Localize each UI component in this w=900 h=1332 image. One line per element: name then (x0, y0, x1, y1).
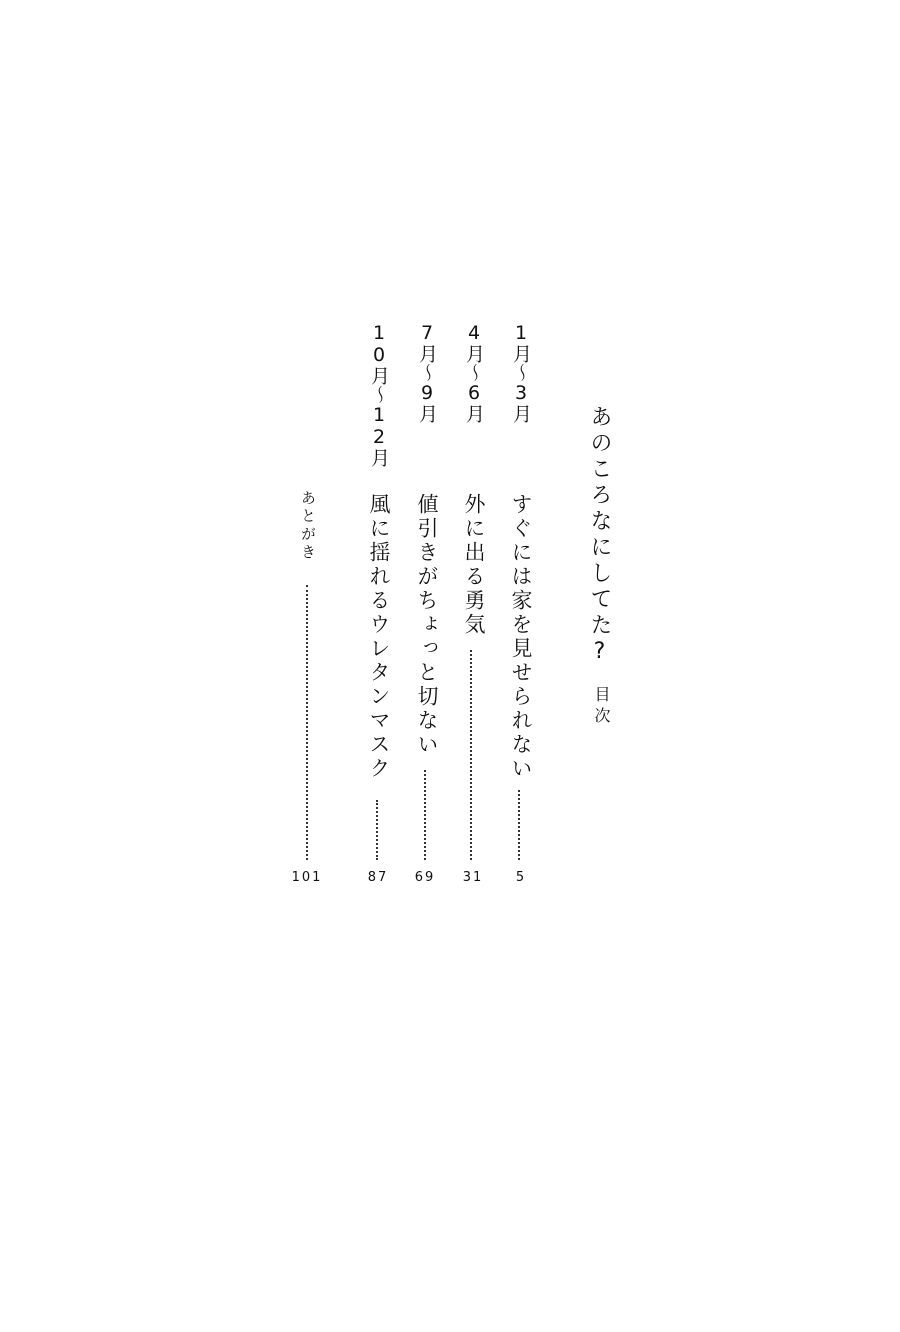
toc-page-3[interactable]: 69 (414, 870, 436, 885)
toc-heading: 目次 (592, 686, 611, 728)
toc-leader-3 (424, 770, 426, 860)
toc-leader-1 (518, 790, 520, 860)
toc-title-3[interactable]: 値引きがちょっと切ない (415, 493, 439, 757)
toc-title-2[interactable]: 外に出る勇気 (462, 493, 486, 637)
toc-leader-afterword (306, 585, 308, 860)
toc-leader-4 (376, 800, 378, 860)
toc-title-afterword[interactable]: あとがき (299, 490, 317, 562)
toc-page-afterword[interactable]: 101 (291, 870, 323, 885)
toc-period-1: 1月〜3月 (510, 322, 532, 423)
toc-title-1[interactable]: すぐには家を見せられない (509, 493, 533, 781)
toc-page-4[interactable]: 87 (367, 870, 389, 885)
toc-period-2: 4月〜6月 (463, 322, 485, 423)
toc-title-4[interactable]: 風に揺れるウレタンマスク (367, 493, 391, 781)
toc-period-3: 7月〜9月 (416, 322, 438, 423)
toc-leader-2 (470, 650, 472, 860)
toc-page-1[interactable]: 5 (515, 870, 527, 885)
book-title: あのころなにしてた? (587, 405, 612, 668)
toc-period-4: 10月〜12月 (368, 322, 390, 467)
toc-page-2[interactable]: 31 (462, 870, 484, 885)
